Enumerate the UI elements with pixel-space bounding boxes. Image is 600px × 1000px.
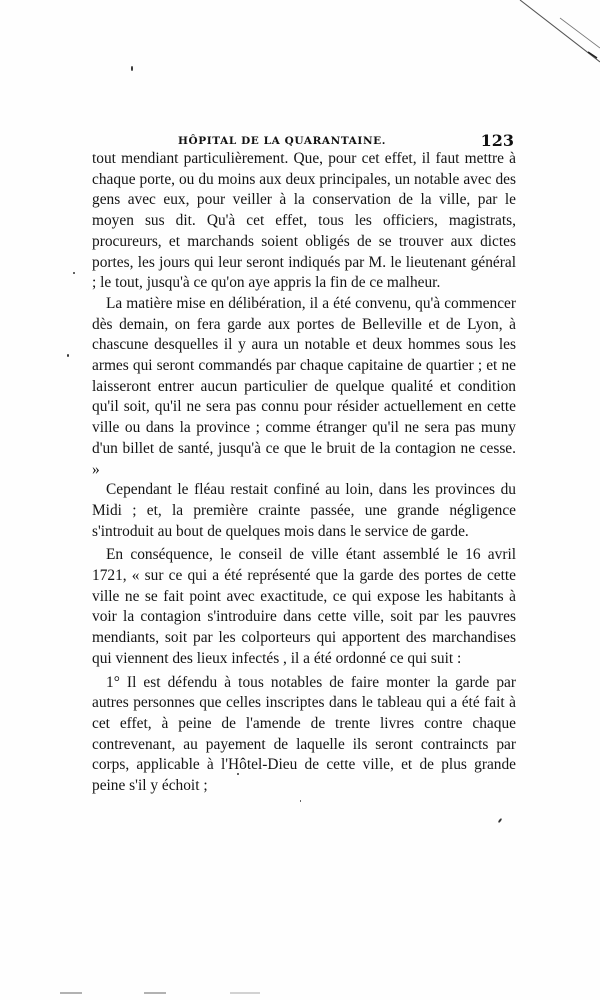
paragraph: Cependant le fléau restait confiné au loin, dans les provinces du Midi ; et, la première crainte passée, une grande négligence s'introduit au bout de quelques mois dans le service de garde. — [92, 481, 516, 540]
paragraph: En conséquence, le conseil de ville étant assemblé le 16 avril 1721, « sur ce qui a été représenté que la garde des portes de cette ville ne se fait point avec exactitude, ce qui expose les habitants à voir la contagion s'introduire dans cette ville, soit par les pauvres mendiants, soit par les colporteurs qui apportent des marchandises qui viennent des lieux infectés , il a été ordonné ce qui suit : — [92, 546, 516, 667]
running-title: HÔPITAL DE LA QUARANTAINE. — [178, 135, 386, 147]
page-number: 123 — [480, 131, 514, 150]
ink-speck — [67, 354, 69, 357]
ink-speck — [131, 66, 133, 71]
ink-speck — [300, 800, 301, 802]
ink-speck — [73, 272, 75, 274]
running-head — [92, 131, 516, 151]
scan-bottom-mark — [60, 990, 320, 996]
paragraph: tout mendiant particulièrement. Que, pour cet effet, il faut mettre à chaque porte, ou du moins aux deux principales, un notable avec des gens avec eux, pour veiller à la conservation de la ville, par le moyen sus dit. Qu'à cet effet, tous les officiers, magistrats, procureurs, et marchands soient obligés de se trouver aux dictes portes, les jours qui leur seront indiqués par M. le lieutenant général ; le tout, jusqu'à ce qu'on aye appris la fin de ce malheur. — [92, 150, 516, 292]
paragraph: 1° Il est défendu à tous notables de faire monter la garde par autres personnes que celles inscriptes dans le tableau qui a été fait à cet effet, à peine de l'amende de trente livres contre chaque contrevenant, au payement de laquelle ils seront contraincts par corps, applicable à l'Hôtel-Dieu de cette ville, et de plus grande peine s'il y échoit ; — [92, 673, 516, 795]
scan-edge-line — [0, 0, 600, 120]
ink-speck — [498, 818, 503, 823]
body-text — [92, 149, 516, 797]
paragraph: La matière mise en délibération, il a été convenu, qu'à commencer dès demain, on fera garde aux portes de Belleville et de Lyon, à chascune desquelles il y aura un notable et deux hommes sous les armes qui seront commandés par chaque capitaine de quartier ; et ne laisseront entrer aucun particulier de quelque qualité et condition qu'il soit, qu'il ne sera pas connu pour résider actuellement en cette ville ou dans la province ; comme étranger qu'il ne sera pas muny d'un billet de santé, jusqu'à ce que le bruit de la contagion ne cesse. » — [92, 294, 516, 478]
